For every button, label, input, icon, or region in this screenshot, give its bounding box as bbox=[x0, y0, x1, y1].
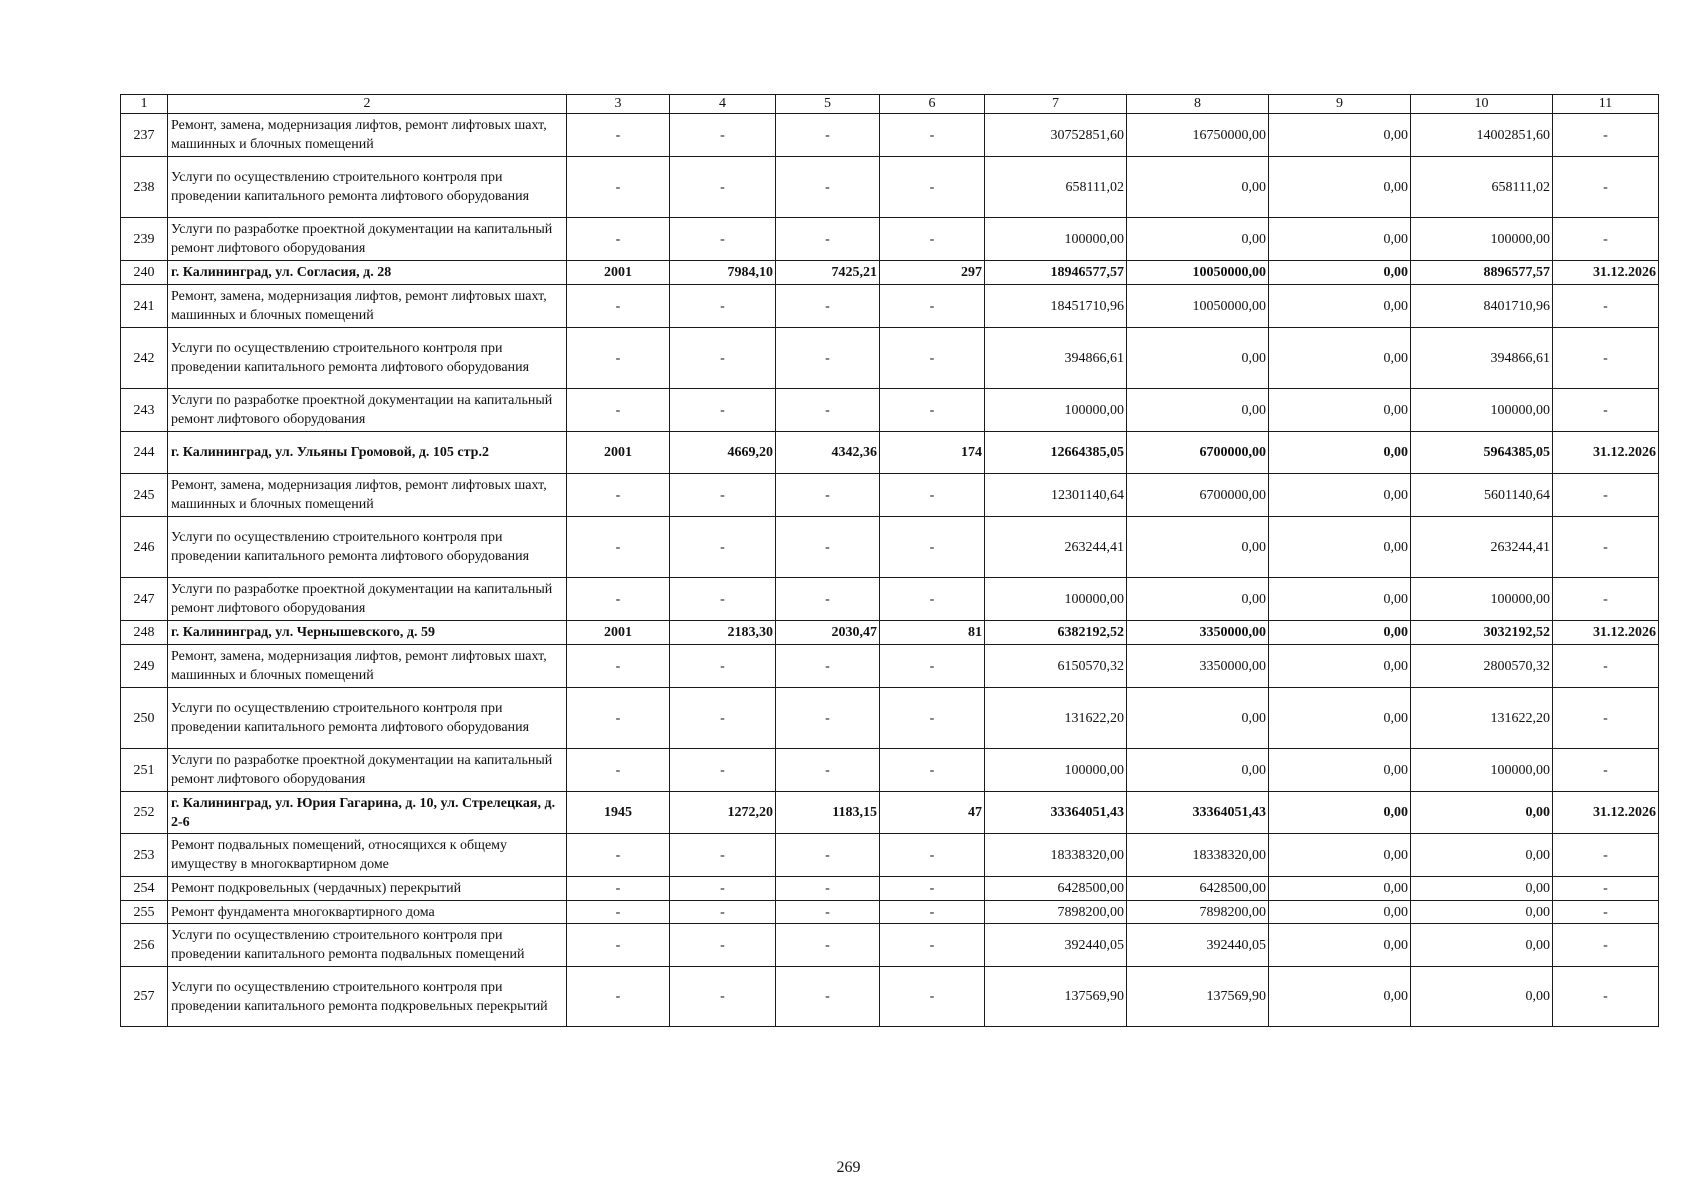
cell-area-living: 4342,36 bbox=[776, 432, 880, 474]
cell-fund-1: 0,00 bbox=[1127, 157, 1269, 218]
row-name: Ремонт, замена, модернизация лифтов, ремонт лифтовых шахт, машинных и блочных помещений bbox=[168, 285, 567, 328]
cell-residents: - bbox=[880, 834, 985, 877]
cell-fund-2: 0,00 bbox=[1269, 834, 1411, 877]
cell-residents: - bbox=[880, 924, 985, 967]
table-row bbox=[121, 432, 1659, 474]
cell-fund-3: 100000,00 bbox=[1411, 749, 1553, 792]
cell-fund-1: 3350000,00 bbox=[1127, 645, 1269, 688]
cell-cost-total: 18451710,96 bbox=[985, 285, 1127, 328]
cell-year: 2001 bbox=[567, 621, 670, 645]
cell-fund-3: 0,00 bbox=[1411, 901, 1553, 924]
cell-area-living: - bbox=[776, 218, 880, 261]
cell-residents: - bbox=[880, 517, 985, 578]
cell-residents: - bbox=[880, 389, 985, 432]
cell-year: - bbox=[567, 645, 670, 688]
row-number: 250 bbox=[121, 688, 168, 749]
cell-fund-1: 137569,90 bbox=[1127, 967, 1269, 1027]
cell-year: - bbox=[567, 578, 670, 621]
cell-area-total: - bbox=[670, 967, 776, 1027]
cell-cost-total: 30752851,60 bbox=[985, 114, 1127, 157]
row-number: 253 bbox=[121, 834, 168, 877]
cell-residents: - bbox=[880, 877, 985, 901]
cell-residents: - bbox=[880, 157, 985, 218]
cell-deadline: - bbox=[1553, 285, 1659, 328]
cell-cost-total: 33364051,43 bbox=[985, 792, 1127, 834]
row-name: Услуги по осуществлению строительного контроля при проведении капитального ремонта лифтового оборудования bbox=[168, 328, 567, 389]
cell-cost-total: 658111,02 bbox=[985, 157, 1127, 218]
cell-area-living: 2030,47 bbox=[776, 621, 880, 645]
cell-year: - bbox=[567, 901, 670, 924]
cell-deadline: - bbox=[1553, 474, 1659, 517]
column-header: 2 bbox=[168, 95, 567, 114]
cell-cost-total: 18946577,57 bbox=[985, 261, 1127, 285]
cell-area-total: - bbox=[670, 157, 776, 218]
cell-deadline: - bbox=[1553, 901, 1659, 924]
cell-fund-3: 0,00 bbox=[1411, 924, 1553, 967]
cell-fund-3: 0,00 bbox=[1411, 877, 1553, 901]
cell-fund-3: 2800570,32 bbox=[1411, 645, 1553, 688]
row-name: Услуги по осуществлению строительного контроля при проведении капитального ремонта лифтового оборудования bbox=[168, 688, 567, 749]
cell-deadline: 31.12.2026 bbox=[1553, 792, 1659, 834]
cell-fund-2: 0,00 bbox=[1269, 218, 1411, 261]
row-number: 247 bbox=[121, 578, 168, 621]
cell-cost-total: 100000,00 bbox=[985, 389, 1127, 432]
cell-area-living: - bbox=[776, 834, 880, 877]
cell-year: - bbox=[567, 114, 670, 157]
row-number: 257 bbox=[121, 967, 168, 1027]
cell-residents: 297 bbox=[880, 261, 985, 285]
cell-fund-3: 0,00 bbox=[1411, 967, 1553, 1027]
row-number: 255 bbox=[121, 901, 168, 924]
table-row bbox=[121, 967, 1659, 1027]
cell-fund-1: 0,00 bbox=[1127, 328, 1269, 389]
cell-cost-total: 100000,00 bbox=[985, 749, 1127, 792]
table-header-row bbox=[121, 95, 1659, 114]
cell-cost-total: 6150570,32 bbox=[985, 645, 1127, 688]
cell-fund-3: 14002851,60 bbox=[1411, 114, 1553, 157]
cell-fund-1: 16750000,00 bbox=[1127, 114, 1269, 157]
cell-residents: 81 bbox=[880, 621, 985, 645]
cell-area-total: - bbox=[670, 114, 776, 157]
cell-residents: - bbox=[880, 285, 985, 328]
cell-area-total: - bbox=[670, 517, 776, 578]
cell-year: - bbox=[567, 924, 670, 967]
cell-fund-1: 6428500,00 bbox=[1127, 877, 1269, 901]
cell-deadline: - bbox=[1553, 688, 1659, 749]
cell-fund-1: 7898200,00 bbox=[1127, 901, 1269, 924]
cell-area-living: - bbox=[776, 967, 880, 1027]
cell-residents: 47 bbox=[880, 792, 985, 834]
cell-area-total: - bbox=[670, 834, 776, 877]
row-name: г. Калининград, ул. Согласия, д. 28 bbox=[168, 261, 567, 285]
cell-residents: - bbox=[880, 901, 985, 924]
row-name: г. Калининград, ул. Юрия Гагарина, д. 10, ул. Стрелецкая, д. 2-6 bbox=[168, 792, 567, 834]
column-header: 6 bbox=[880, 95, 985, 114]
cell-deadline: - bbox=[1553, 389, 1659, 432]
cell-area-living: - bbox=[776, 749, 880, 792]
cell-cost-total: 18338320,00 bbox=[985, 834, 1127, 877]
cell-deadline: - bbox=[1553, 114, 1659, 157]
cell-cost-total: 7898200,00 bbox=[985, 901, 1127, 924]
table-row bbox=[121, 792, 1659, 834]
cell-fund-1: 0,00 bbox=[1127, 578, 1269, 621]
table-row bbox=[121, 218, 1659, 261]
cell-fund-1: 10050000,00 bbox=[1127, 285, 1269, 328]
cell-area-living: 1183,15 bbox=[776, 792, 880, 834]
cell-area-total: 7984,10 bbox=[670, 261, 776, 285]
row-name: Ремонт, замена, модернизация лифтов, ремонт лифтовых шахт, машинных и блочных помещений bbox=[168, 645, 567, 688]
row-number: 242 bbox=[121, 328, 168, 389]
cell-deadline: - bbox=[1553, 924, 1659, 967]
cell-residents: 174 bbox=[880, 432, 985, 474]
cell-fund-2: 0,00 bbox=[1269, 474, 1411, 517]
cell-deadline: - bbox=[1553, 157, 1659, 218]
row-name: Ремонт подкровельных (чердачных) перекрытий bbox=[168, 877, 567, 901]
cell-cost-total: 6428500,00 bbox=[985, 877, 1127, 901]
column-header: 7 bbox=[985, 95, 1127, 114]
cell-fund-3: 100000,00 bbox=[1411, 578, 1553, 621]
cell-area-total: - bbox=[670, 924, 776, 967]
cell-area-total: - bbox=[670, 749, 776, 792]
cell-fund-3: 8896577,57 bbox=[1411, 261, 1553, 285]
cell-area-total: - bbox=[670, 389, 776, 432]
table-row bbox=[121, 328, 1659, 389]
row-number: 246 bbox=[121, 517, 168, 578]
cell-fund-2: 0,00 bbox=[1269, 517, 1411, 578]
cell-fund-2: 0,00 bbox=[1269, 688, 1411, 749]
table-row bbox=[121, 261, 1659, 285]
cell-fund-1: 0,00 bbox=[1127, 688, 1269, 749]
row-name: Ремонт фундамента многоквартирного дома bbox=[168, 901, 567, 924]
cell-fund-3: 5601140,64 bbox=[1411, 474, 1553, 517]
cell-deadline: - bbox=[1553, 749, 1659, 792]
table-row bbox=[121, 924, 1659, 967]
table-row bbox=[121, 389, 1659, 432]
cell-area-total: - bbox=[670, 901, 776, 924]
cell-fund-2: 0,00 bbox=[1269, 901, 1411, 924]
cell-fund-2: 0,00 bbox=[1269, 645, 1411, 688]
cell-area-total: 4669,20 bbox=[670, 432, 776, 474]
cell-fund-1: 6700000,00 bbox=[1127, 474, 1269, 517]
row-number: 251 bbox=[121, 749, 168, 792]
cell-area-living: - bbox=[776, 688, 880, 749]
cell-fund-3: 131622,20 bbox=[1411, 688, 1553, 749]
cell-deadline: 31.12.2026 bbox=[1553, 432, 1659, 474]
cell-deadline: - bbox=[1553, 218, 1659, 261]
column-header: 5 bbox=[776, 95, 880, 114]
cell-residents: - bbox=[880, 474, 985, 517]
cell-residents: - bbox=[880, 688, 985, 749]
cell-fund-1: 6700000,00 bbox=[1127, 432, 1269, 474]
row-name: Услуги по осуществлению строительного контроля при проведении капитального ремонта подкровельных перекрытий bbox=[168, 967, 567, 1027]
cell-fund-2: 0,00 bbox=[1269, 261, 1411, 285]
row-number: 248 bbox=[121, 621, 168, 645]
cell-area-living: - bbox=[776, 645, 880, 688]
cell-year: - bbox=[567, 688, 670, 749]
cell-fund-1: 10050000,00 bbox=[1127, 261, 1269, 285]
table-row bbox=[121, 834, 1659, 877]
table-row bbox=[121, 688, 1659, 749]
cell-residents: - bbox=[880, 967, 985, 1027]
cell-area-living: - bbox=[776, 157, 880, 218]
cell-area-living: - bbox=[776, 285, 880, 328]
cell-area-total: - bbox=[670, 877, 776, 901]
cell-fund-2: 0,00 bbox=[1269, 389, 1411, 432]
cell-area-living: 7425,21 bbox=[776, 261, 880, 285]
table-row bbox=[121, 474, 1659, 517]
cell-fund-2: 0,00 bbox=[1269, 285, 1411, 328]
cell-area-total: 2183,30 bbox=[670, 621, 776, 645]
cell-year: - bbox=[567, 218, 670, 261]
table-row bbox=[121, 645, 1659, 688]
row-number: 245 bbox=[121, 474, 168, 517]
cell-deadline: - bbox=[1553, 645, 1659, 688]
cell-year: 2001 bbox=[567, 261, 670, 285]
cell-area-total: - bbox=[670, 645, 776, 688]
row-name: Услуги по разработке проектной документации на капитальный ремонт лифтового оборудования bbox=[168, 578, 567, 621]
cell-fund-3: 658111,02 bbox=[1411, 157, 1553, 218]
cell-fund-1: 392440,05 bbox=[1127, 924, 1269, 967]
table-row bbox=[121, 749, 1659, 792]
row-number: 240 bbox=[121, 261, 168, 285]
cell-cost-total: 137569,90 bbox=[985, 967, 1127, 1027]
cell-fund-3: 0,00 bbox=[1411, 834, 1553, 877]
cell-area-living: - bbox=[776, 389, 880, 432]
cell-deadline: - bbox=[1553, 517, 1659, 578]
cell-fund-3: 100000,00 bbox=[1411, 218, 1553, 261]
cell-year: 1945 bbox=[567, 792, 670, 834]
cell-fund-3: 3032192,52 bbox=[1411, 621, 1553, 645]
cell-fund-3: 8401710,96 bbox=[1411, 285, 1553, 328]
cell-fund-2: 0,00 bbox=[1269, 967, 1411, 1027]
cell-cost-total: 100000,00 bbox=[985, 218, 1127, 261]
cell-fund-1: 0,00 bbox=[1127, 218, 1269, 261]
row-number: 252 bbox=[121, 792, 168, 834]
cell-fund-1: 0,00 bbox=[1127, 389, 1269, 432]
cell-year: - bbox=[567, 157, 670, 218]
row-name: г. Калининград, ул. Ульяны Громовой, д. 105 стр.2 bbox=[168, 432, 567, 474]
cell-year: - bbox=[567, 877, 670, 901]
row-number: 239 bbox=[121, 218, 168, 261]
row-number: 237 bbox=[121, 114, 168, 157]
row-name: Ремонт, замена, модернизация лифтов, ремонт лифтовых шахт, машинных и блочных помещений bbox=[168, 114, 567, 157]
cell-cost-total: 12301140,64 bbox=[985, 474, 1127, 517]
cell-residents: - bbox=[880, 645, 985, 688]
cell-fund-2: 0,00 bbox=[1269, 924, 1411, 967]
table-row bbox=[121, 901, 1659, 924]
cell-fund-2: 0,00 bbox=[1269, 621, 1411, 645]
page-number: 269 bbox=[836, 1159, 861, 1176]
column-header: 3 bbox=[567, 95, 670, 114]
cell-residents: - bbox=[880, 749, 985, 792]
column-header: 1 bbox=[121, 95, 168, 114]
cell-fund-2: 0,00 bbox=[1269, 328, 1411, 389]
data-table bbox=[120, 94, 1659, 1027]
cell-year: 2001 bbox=[567, 432, 670, 474]
row-name: Услуги по осуществлению строительного контроля при проведении капитального ремонта подвальных помещений bbox=[168, 924, 567, 967]
table-row bbox=[121, 621, 1659, 645]
cell-area-living: - bbox=[776, 474, 880, 517]
cell-residents: - bbox=[880, 578, 985, 621]
cell-area-total: 1272,20 bbox=[670, 792, 776, 834]
cell-area-total: - bbox=[670, 474, 776, 517]
cell-area-total: - bbox=[670, 688, 776, 749]
row-name: Ремонт подвальных помещений, относящихся к общему имуществу в многоквартирном доме bbox=[168, 834, 567, 877]
cell-fund-2: 0,00 bbox=[1269, 749, 1411, 792]
cell-fund-1: 18338320,00 bbox=[1127, 834, 1269, 877]
row-number: 244 bbox=[121, 432, 168, 474]
cell-year: - bbox=[567, 389, 670, 432]
cell-year: - bbox=[567, 474, 670, 517]
cell-area-living: - bbox=[776, 114, 880, 157]
cell-fund-2: 0,00 bbox=[1269, 792, 1411, 834]
row-name: Услуги по осуществлению строительного контроля при проведении капитального ремонта лифтового оборудования bbox=[168, 517, 567, 578]
column-header: 8 bbox=[1127, 95, 1269, 114]
table-row bbox=[121, 877, 1659, 901]
cell-deadline: - bbox=[1553, 834, 1659, 877]
cell-year: - bbox=[567, 517, 670, 578]
cell-cost-total: 100000,00 bbox=[985, 578, 1127, 621]
cell-fund-3: 394866,61 bbox=[1411, 328, 1553, 389]
cell-area-living: - bbox=[776, 578, 880, 621]
cell-fund-1: 33364051,43 bbox=[1127, 792, 1269, 834]
cell-fund-1: 0,00 bbox=[1127, 517, 1269, 578]
cell-year: - bbox=[567, 967, 670, 1027]
cell-area-total: - bbox=[670, 218, 776, 261]
cell-year: - bbox=[567, 834, 670, 877]
row-name: г. Калининград, ул. Чернышевского, д. 59 bbox=[168, 621, 567, 645]
cell-cost-total: 6382192,52 bbox=[985, 621, 1127, 645]
row-number: 241 bbox=[121, 285, 168, 328]
cell-fund-3: 0,00 bbox=[1411, 792, 1553, 834]
table-row bbox=[121, 578, 1659, 621]
cell-fund-1: 3350000,00 bbox=[1127, 621, 1269, 645]
column-header: 11 bbox=[1553, 95, 1659, 114]
cell-fund-2: 0,00 bbox=[1269, 877, 1411, 901]
column-header: 4 bbox=[670, 95, 776, 114]
row-number: 254 bbox=[121, 877, 168, 901]
cell-residents: - bbox=[880, 328, 985, 389]
table-row bbox=[121, 517, 1659, 578]
cell-area-living: - bbox=[776, 901, 880, 924]
cell-fund-2: 0,00 bbox=[1269, 114, 1411, 157]
row-name: Услуги по осуществлению строительного контроля при проведении капитального ремонта лифтового оборудования bbox=[168, 157, 567, 218]
table-row bbox=[121, 157, 1659, 218]
row-number: 243 bbox=[121, 389, 168, 432]
table-row bbox=[121, 114, 1659, 157]
row-name: Ремонт, замена, модернизация лифтов, ремонт лифтовых шахт, машинных и блочных помещений bbox=[168, 474, 567, 517]
cell-year: - bbox=[567, 285, 670, 328]
cell-deadline: - bbox=[1553, 967, 1659, 1027]
row-number: 256 bbox=[121, 924, 168, 967]
cell-area-living: - bbox=[776, 328, 880, 389]
row-number: 238 bbox=[121, 157, 168, 218]
cell-residents: - bbox=[880, 218, 985, 261]
cell-deadline: 31.12.2026 bbox=[1553, 261, 1659, 285]
cell-cost-total: 263244,41 bbox=[985, 517, 1127, 578]
cell-residents: - bbox=[880, 114, 985, 157]
column-header: 10 bbox=[1411, 95, 1553, 114]
cell-fund-3: 263244,41 bbox=[1411, 517, 1553, 578]
cell-area-living: - bbox=[776, 517, 880, 578]
cell-area-living: - bbox=[776, 924, 880, 967]
cell-deadline: - bbox=[1553, 578, 1659, 621]
cell-fund-1: 0,00 bbox=[1127, 749, 1269, 792]
cell-area-total: - bbox=[670, 328, 776, 389]
row-number: 249 bbox=[121, 645, 168, 688]
cell-fund-2: 0,00 bbox=[1269, 432, 1411, 474]
cell-cost-total: 131622,20 bbox=[985, 688, 1127, 749]
cell-fund-3: 5964385,05 bbox=[1411, 432, 1553, 474]
cell-fund-2: 0,00 bbox=[1269, 157, 1411, 218]
row-name: Услуги по разработке проектной документации на капитальный ремонт лифтового оборудования bbox=[168, 749, 567, 792]
cell-area-total: - bbox=[670, 285, 776, 328]
row-name: Услуги по разработке проектной документации на капитальный ремонт лифтового оборудования bbox=[168, 218, 567, 261]
cell-deadline: 31.12.2026 bbox=[1553, 621, 1659, 645]
row-name: Услуги по разработке проектной документации на капитальный ремонт лифтового оборудования bbox=[168, 389, 567, 432]
cell-fund-3: 100000,00 bbox=[1411, 389, 1553, 432]
cell-year: - bbox=[567, 749, 670, 792]
cell-area-living: - bbox=[776, 877, 880, 901]
cell-fund-2: 0,00 bbox=[1269, 578, 1411, 621]
cell-cost-total: 394866,61 bbox=[985, 328, 1127, 389]
table-row bbox=[121, 285, 1659, 328]
cell-deadline: - bbox=[1553, 877, 1659, 901]
cell-area-total: - bbox=[670, 578, 776, 621]
cell-year: - bbox=[567, 328, 670, 389]
column-header: 9 bbox=[1269, 95, 1411, 114]
cell-cost-total: 12664385,05 bbox=[985, 432, 1127, 474]
cell-deadline: - bbox=[1553, 328, 1659, 389]
cell-cost-total: 392440,05 bbox=[985, 924, 1127, 967]
